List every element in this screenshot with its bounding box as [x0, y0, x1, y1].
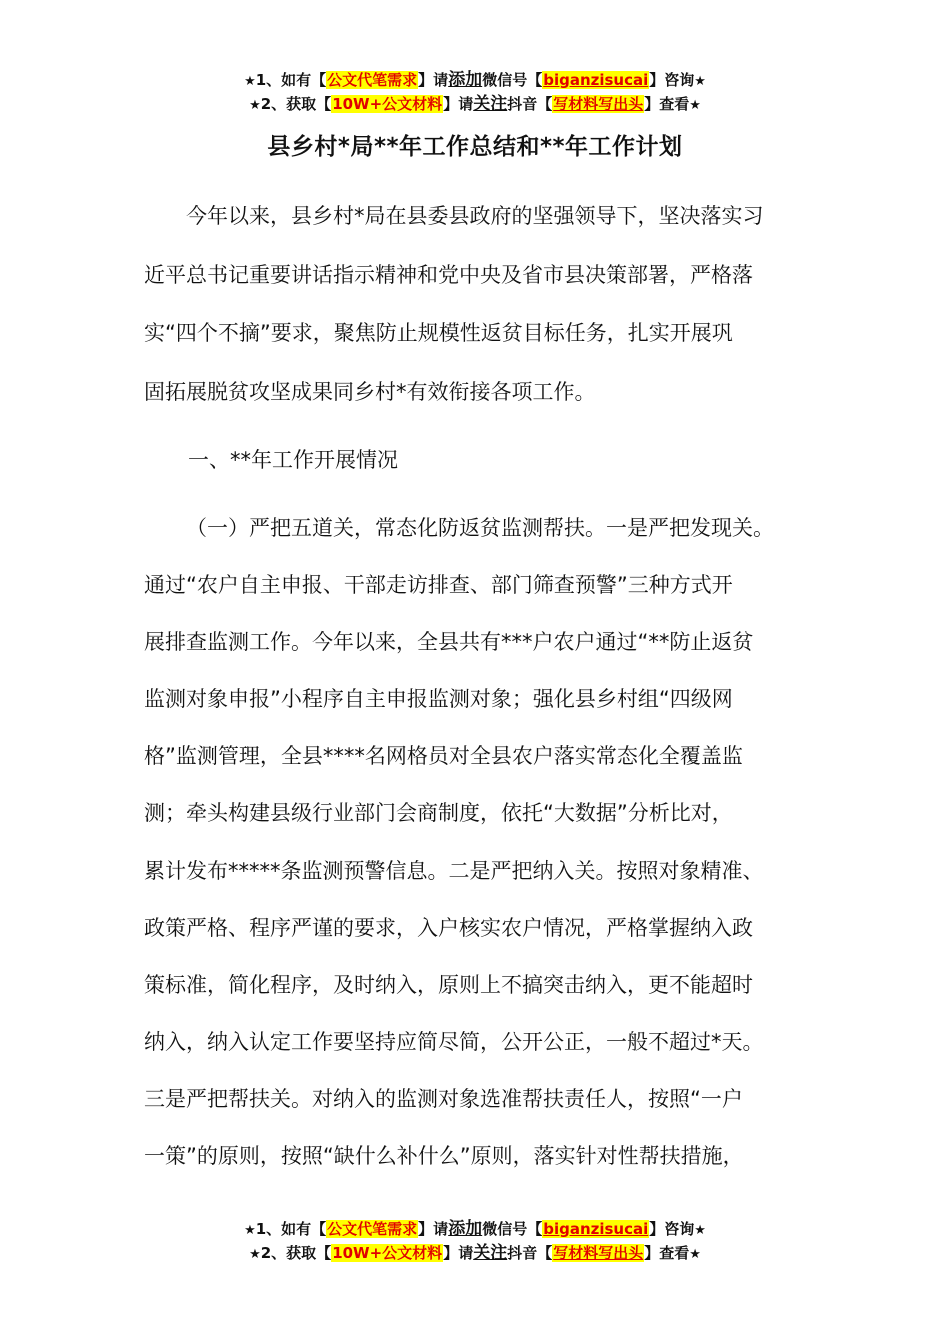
highlight-service: 公文代笔需求 [327, 71, 418, 89]
banner-text: 】咨询 [649, 71, 695, 89]
paragraph-line: 格”监测管理，全县****名网格员对全县农户落实常态化全覆盖监 [144, 744, 743, 769]
banner-emphasis: 关注 [473, 1243, 508, 1263]
banner-text: 2、获取【 [260, 95, 332, 113]
paragraph-line: 监测对象申报”小程序自主申报监测对象；强化县乡村组“四级网 [144, 687, 733, 712]
star-icon: ★ [249, 98, 261, 113]
banner-emphasis: 添加 [448, 70, 483, 90]
paragraph-line: 策标准，简化程序，及时纳入，原则上不搞突击纳入，更不能超时 [144, 972, 753, 997]
banner-text: 2、获取【 [260, 1244, 332, 1262]
banner-text: 】请 [443, 1244, 474, 1262]
banner-line-2 [0, 1241, 950, 1265]
highlight-service: 公文代笔需求 [327, 1220, 418, 1238]
banner-text: 】请 [443, 95, 474, 113]
section-heading: 一、**年工作开展情况 [188, 448, 398, 472]
wechat-id: biganzisucai [543, 1220, 649, 1238]
banner-text: 抖音【 [507, 1244, 553, 1262]
section-paragraph [144, 512, 824, 1197]
star-icon: ★ [689, 1247, 701, 1262]
banner-emphasis: 关注 [473, 94, 508, 114]
banner-emphasis: 添加 [448, 1219, 483, 1239]
paragraph-line: 一策”的原则，按照“缺什么补什么”原则，落实针对性帮扶措施， [144, 1144, 744, 1169]
paragraph-line: 累计发布*****条监测预警信息。二是严把纳入关。按照对象精准、 [144, 858, 764, 883]
banner-text: 】查看 [644, 1244, 690, 1262]
paragraph-line: 通过“农户自主申报、干部走访排查、部门筛查预警”三种方式开 [144, 573, 733, 598]
paragraph-line: 今年以来，县乡村*局在县委县政府的坚强领导下，坚决落实习 [186, 204, 764, 228]
document-title: 县乡村*局**年工作总结和**年工作计划 [267, 134, 683, 160]
paragraph-line: 实“四个不摘”要求，聚焦防止规模性返贫目标任务，扎实开展巩 [144, 321, 733, 345]
paragraph-line: 政策严格、程序严谨的要求，入户核实农户情况，严格掌握纳入政 [144, 915, 753, 940]
banner-line-2 [0, 92, 950, 116]
star-icon: ★ [694, 74, 706, 89]
star-icon: ★ [244, 1223, 256, 1238]
highlight-materials: 10W+公文材料 [332, 95, 443, 113]
paragraph-line: 展排查监测工作。今年以来，全县共有***户农户通过“**防止返贫 [144, 630, 754, 655]
paragraph-line: 测；牵头构建县级行业部门会商制度，依托“大数据”分析比对， [144, 801, 733, 826]
douyin-account: 写材料写出头 [553, 1244, 644, 1262]
footer-banner [0, 1217, 950, 1265]
star-icon: ★ [244, 74, 256, 89]
banner-text: 微信号【 [482, 1220, 543, 1238]
banner-text: 1、如有【 [255, 1220, 327, 1238]
star-icon: ★ [694, 1223, 706, 1238]
banner-text: 】咨询 [649, 1220, 695, 1238]
paragraph-line: 纳入，纳入认定工作要坚持应简尽简，公开公正，一般不超过*天。 [144, 1029, 764, 1054]
banner-text: 1、如有【 [255, 71, 327, 89]
wechat-id: biganzisucai [543, 71, 649, 89]
banner-line-1 [0, 68, 950, 92]
header-banner [0, 68, 950, 116]
paragraph-line: 近平总书记重要讲话指示精神和党中央及省市县决策部署，严格落 [144, 262, 753, 287]
banner-line-1 [0, 1217, 950, 1241]
banner-text: 微信号【 [482, 71, 543, 89]
paragraph-line: 三是严把帮扶关。对纳入的监测对象选准帮扶责任人，按照“一户 [144, 1086, 743, 1111]
highlight-materials: 10W+公文材料 [332, 1244, 443, 1262]
banner-text: 抖音【 [507, 95, 553, 113]
banner-text: 】查看 [644, 95, 690, 113]
douyin-account: 写材料写出头 [553, 95, 644, 113]
paragraph-line: （一）严把五道关，常态化防返贫监测帮扶。一是严把发现关。 [186, 516, 774, 540]
intro-paragraph [144, 200, 824, 434]
star-icon: ★ [689, 98, 701, 113]
banner-text: 】请 [418, 71, 449, 89]
banner-text: 】请 [418, 1220, 449, 1238]
paragraph-line: 固拓展脱贫攻坚成果同乡村*有效衔接各项工作。 [144, 379, 596, 404]
star-icon: ★ [249, 1247, 261, 1262]
